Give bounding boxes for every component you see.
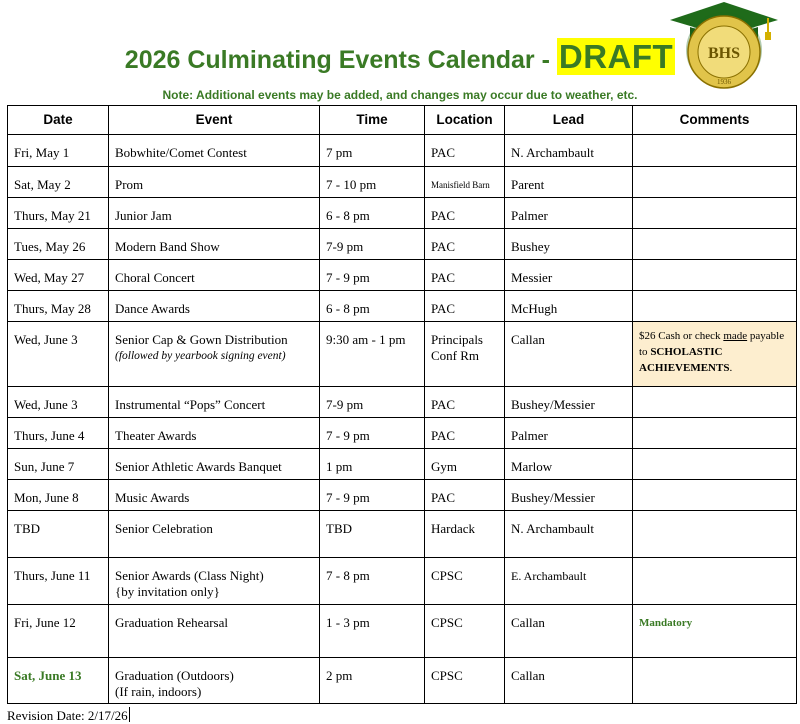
table-row xyxy=(8,418,797,449)
time-cell: 2 pm xyxy=(320,658,425,704)
location-cell: PAC xyxy=(425,387,505,418)
location-cell: Gym xyxy=(425,449,505,480)
payment-comment xyxy=(633,322,796,386)
location-cell: Manisfield Barn xyxy=(425,167,505,198)
time-cell: 6 - 8 pm xyxy=(320,291,425,322)
time-cell: 7 - 9 pm xyxy=(320,418,425,449)
event-cell: Theater Awards xyxy=(109,418,320,449)
revision-text: Revision Date: 2/17/26 xyxy=(7,708,128,723)
time-cell: 7-9 pm xyxy=(320,387,425,418)
lead-cell: Callan xyxy=(505,322,633,387)
header-lead: Lead xyxy=(505,106,633,135)
lead-cell: Parent xyxy=(505,167,633,198)
location-cell: PAC xyxy=(425,135,505,167)
date-cell: Thurs, June 11 xyxy=(8,558,109,605)
table-row xyxy=(8,322,797,387)
event-cell: Graduation Rehearsal xyxy=(109,605,320,658)
event-cell: Dance Awards xyxy=(109,291,320,322)
table-row xyxy=(8,198,797,229)
table-row xyxy=(8,291,797,322)
table-row xyxy=(8,480,797,511)
event-cell: Modern Band Show xyxy=(109,229,320,260)
comments-cell xyxy=(633,558,797,605)
table-row xyxy=(8,511,797,558)
comments-cell xyxy=(633,658,797,704)
comments-cell xyxy=(633,387,797,418)
event-title: Graduation (Outdoors) xyxy=(115,668,234,683)
comments-cell xyxy=(633,135,797,167)
time-cell: 7 - 10 pm xyxy=(320,167,425,198)
date-cell: TBD xyxy=(8,511,109,558)
date-cell: Fri, May 1 xyxy=(8,135,109,167)
date-cell: Tues, May 26 xyxy=(8,229,109,260)
location-cell: PAC xyxy=(425,260,505,291)
event-cell xyxy=(109,558,320,605)
table-row xyxy=(8,558,797,605)
location-cell: Hardack xyxy=(425,511,505,558)
event-cell: Music Awards xyxy=(109,480,320,511)
lead-cell: Callan xyxy=(505,605,633,658)
location-cell: CPSC xyxy=(425,558,505,605)
table-row xyxy=(8,135,797,167)
comment-period: . xyxy=(729,362,733,374)
time-cell: 1 pm xyxy=(320,449,425,480)
lead-cell: Messier xyxy=(505,260,633,291)
event-cell: Instrumental “Pops” Concert xyxy=(109,387,320,418)
lead-cell: Bushey/Messier xyxy=(505,387,633,418)
comments-cell xyxy=(633,167,797,198)
comment-text: $26 Cash or check xyxy=(639,330,724,342)
date-cell: Mon, June 8 xyxy=(8,480,109,511)
time-cell: 6 - 8 pm xyxy=(320,198,425,229)
svg-text:1936: 1936 xyxy=(717,78,731,86)
event-cell xyxy=(109,658,320,704)
event-cell: Choral Concert xyxy=(109,260,320,291)
event-subtitle: {by invitation only} xyxy=(115,584,220,599)
date-cell: Thurs, June 4 xyxy=(8,418,109,449)
time-cell: 1 - 3 pm xyxy=(320,605,425,658)
lead-cell: Callan xyxy=(505,658,633,704)
date-cell: Sat, May 2 xyxy=(8,167,109,198)
date-cell: Thurs, May 28 xyxy=(8,291,109,322)
event-cell: Bobwhite/Comet Contest xyxy=(109,135,320,167)
event-title: Senior Cap & Gown Distribution xyxy=(115,332,288,347)
table-row xyxy=(8,167,797,198)
comments-cell xyxy=(633,322,797,387)
lead-cell: E. Archambault xyxy=(505,558,633,605)
date-cell: Wed, June 3 xyxy=(8,387,109,418)
event-cell: Junior Jam xyxy=(109,198,320,229)
comments-cell xyxy=(633,260,797,291)
table-row xyxy=(8,387,797,418)
time-cell: 7-9 pm xyxy=(320,229,425,260)
event-cell: Prom xyxy=(109,167,320,198)
comments-cell xyxy=(633,449,797,480)
location-cell: PAC xyxy=(425,418,505,449)
header-time: Time xyxy=(320,106,425,135)
date-cell: Sun, June 7 xyxy=(8,449,109,480)
event-cell: Senior Celebration xyxy=(109,511,320,558)
date-cell: Thurs, May 21 xyxy=(8,198,109,229)
draft-badge: DRAFT xyxy=(558,38,674,75)
header-date: Date xyxy=(8,106,109,135)
lead-cell: Bushey/Messier xyxy=(505,480,633,511)
location-cell: Principals Conf Rm xyxy=(425,322,505,387)
table-row xyxy=(8,605,797,658)
table-row xyxy=(8,449,797,480)
lead-cell: McHugh xyxy=(505,291,633,322)
location-cell: PAC xyxy=(425,198,505,229)
location-cell: PAC xyxy=(425,229,505,260)
event-title: Senior Awards (Class Night) xyxy=(115,568,264,583)
lead-cell: Marlow xyxy=(505,449,633,480)
time-cell: 7 - 9 pm xyxy=(320,480,425,511)
comments-cell: Mandatory xyxy=(633,605,797,658)
location-cell: PAC xyxy=(425,480,505,511)
comment-text-underlined: made xyxy=(723,330,748,342)
lead-cell: Bushey xyxy=(505,229,633,260)
events-table xyxy=(7,105,797,704)
comments-cell xyxy=(633,418,797,449)
revision-date xyxy=(7,707,130,724)
notice-text: Note: Additional events may be added, and changes may occur due to weather, etc. xyxy=(162,88,638,102)
comment-payee: SCHOLASTIC ACHIEVEMENTS xyxy=(639,346,730,374)
time-cell: TBD xyxy=(320,511,425,558)
date-cell: Fri, June 12 xyxy=(8,605,109,658)
comments-cell xyxy=(633,291,797,322)
time-cell: 7 - 9 pm xyxy=(320,260,425,291)
time-cell: 9:30 am - 1 pm xyxy=(320,322,425,387)
lead-cell: N. Archambault xyxy=(505,135,633,167)
date-cell: Wed, June 3 xyxy=(8,322,109,387)
time-cell: 7 pm xyxy=(320,135,425,167)
location-cell: CPSC xyxy=(425,658,505,704)
comments-cell xyxy=(633,480,797,511)
comments-cell xyxy=(633,198,797,229)
title-text: 2026 Culminating Events Calendar - xyxy=(124,46,550,74)
table-header-row xyxy=(8,106,797,135)
table-row xyxy=(8,658,797,704)
header-location: Location xyxy=(425,106,505,135)
svg-text:BHS: BHS xyxy=(707,45,741,62)
event-cell: Senior Athletic Awards Banquet xyxy=(109,449,320,480)
comment-text: payable to xyxy=(639,330,785,358)
header-event: Event xyxy=(109,106,320,135)
table-row xyxy=(8,260,797,291)
event-subtitle: (If rain, indoors) xyxy=(115,684,202,699)
lead-cell: Palmer xyxy=(505,418,633,449)
event-cell xyxy=(109,322,320,387)
location-cell: PAC xyxy=(425,291,505,322)
comments-cell xyxy=(633,511,797,558)
text-cursor xyxy=(129,707,130,722)
location-cell: CPSC xyxy=(425,605,505,658)
time-cell: 7 - 8 pm xyxy=(320,558,425,605)
date-cell: Wed, May 27 xyxy=(8,260,109,291)
header-comments: Comments xyxy=(633,106,797,135)
comments-cell xyxy=(633,229,797,260)
table-row xyxy=(8,229,797,260)
lead-cell: N. Archambault xyxy=(505,511,633,558)
date-cell: Sat, June 13 xyxy=(8,658,109,704)
graduation-cap-logo xyxy=(668,0,780,96)
event-subtitle: (followed by yearbook signing event) xyxy=(115,350,286,362)
lead-cell: Palmer xyxy=(505,198,633,229)
